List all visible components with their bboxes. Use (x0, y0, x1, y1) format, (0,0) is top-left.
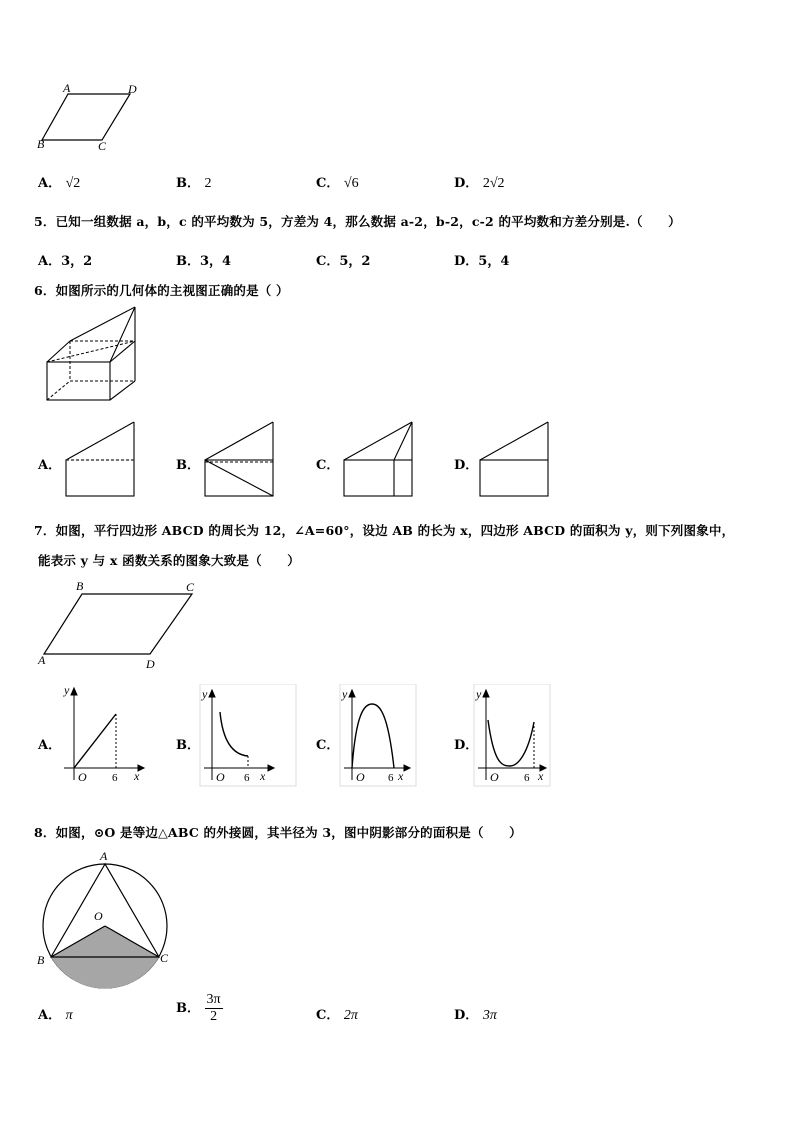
q7-option-a-label[interactable]: A． (38, 738, 62, 753)
option-letter: A． (38, 254, 62, 269)
q8-label-b: B (37, 953, 45, 967)
option-value: 5，4 (478, 254, 510, 269)
q4-label-a: A (63, 81, 71, 95)
q8-stem: 8．如图，⊙O 是等边△ABC 的外接圆，其半径为 3，图中阴影部分的面积是（ ） (34, 825, 522, 840)
q6-option-d-label[interactable]: D． (454, 458, 479, 473)
q5-option-b[interactable] (176, 250, 231, 269)
graph-x-label: x (260, 769, 266, 783)
graph-y-label: y (202, 687, 208, 701)
option-value: 2√2 (482, 176, 505, 191)
q7-graph-b[interactable] (198, 684, 298, 788)
q8-option-c[interactable] (316, 1004, 358, 1024)
q6-option-a-label[interactable]: A． (38, 458, 62, 473)
q6-option-b-label[interactable]: B． (176, 458, 200, 473)
q5-option-c[interactable] (316, 250, 370, 269)
option-letter: C． (316, 1008, 340, 1023)
q7-graph-d[interactable] (472, 684, 552, 788)
q7-label-c: C (186, 580, 195, 594)
q8-option-a[interactable] (38, 1004, 73, 1024)
fraction-denominator: 2 (210, 1009, 218, 1024)
option-letter: B． (176, 176, 200, 191)
q7-label-d: D (146, 657, 155, 671)
q7-option-c-label[interactable]: C． (316, 738, 340, 753)
q7-stem-line2: 能表示 y 与 x 函数关系的图象大致是（ ） (38, 553, 300, 568)
q7-graph-a[interactable] (60, 684, 148, 788)
q7-stem-line1: 7．如图，平行四边形 ABCD 的周长为 12，∠A=60°，设边 AB 的长为 x，四边形 ABCD 的面积为 y，则下列图象中， (34, 523, 735, 538)
graph-six-label: 6 (524, 772, 530, 784)
graph-origin-label: O (356, 770, 365, 784)
q4-option-a[interactable] (38, 172, 80, 192)
graph-six-label: 6 (244, 772, 250, 784)
q6-solid-figure (40, 304, 150, 404)
option-letter: D． (454, 176, 479, 191)
q5-stem: 5．已知一组数据 a，b，c 的平均数为 5，方差为 4，那么数据 a-2，b-2，c-2 的平均数和方差分别是.（ ） (34, 214, 681, 229)
q4-label-d: D (128, 82, 137, 96)
option-letter: D． (454, 254, 479, 269)
graph-origin-label: O (78, 770, 87, 784)
graph-y-label: y (476, 687, 482, 701)
q8-label-a: A (100, 849, 108, 863)
fraction-numerator: 3π (206, 992, 221, 1007)
q8-option-d[interactable] (454, 1004, 497, 1024)
option-value: √6 (343, 176, 359, 191)
graph-y-label: y (342, 687, 348, 701)
option-value: π (65, 1008, 73, 1023)
q7-parallelogram-figure (36, 578, 204, 672)
q4-label-b: B (37, 137, 45, 151)
q7-label-b: B (76, 579, 84, 593)
q6-stem: 6．如图所示的几何体的主视图正确的是（ ） (34, 283, 289, 298)
q6-option-a-view[interactable] (64, 420, 138, 500)
option-value: 3π (482, 1008, 497, 1023)
option-letter: A． (38, 176, 62, 191)
graph-origin-label: O (490, 770, 499, 784)
q6-option-b-view[interactable] (203, 420, 277, 500)
q8-option-b[interactable] (176, 992, 223, 1025)
option-letter: C． (316, 176, 340, 191)
option-letter: D． (454, 1008, 479, 1023)
q6-option-c-label[interactable]: C． (316, 458, 340, 473)
q4-option-b[interactable] (176, 172, 212, 192)
option-letter: B． (176, 1001, 200, 1016)
graph-x-label: x (398, 769, 404, 783)
graph-y-label: y (64, 684, 70, 697)
q7-option-d-label[interactable]: D． (454, 738, 479, 753)
option-value: 2 (204, 176, 212, 191)
q5-option-d[interactable] (454, 250, 509, 269)
q6-option-c-view[interactable] (342, 420, 416, 500)
option-value: 3，4 (200, 254, 232, 269)
option-value: 3，2 (61, 254, 93, 269)
option-letter: C． (316, 254, 340, 269)
option-value: 5，2 (339, 254, 371, 269)
option-fraction (205, 992, 223, 1025)
q4-label-c: C (98, 139, 107, 152)
q4-option-d[interactable] (454, 172, 505, 192)
option-letter: B． (176, 254, 200, 269)
option-value: √2 (65, 176, 81, 191)
option-letter: A． (38, 1008, 62, 1023)
graph-origin-label: O (216, 770, 225, 784)
option-value: 2π (343, 1008, 358, 1023)
graph-six-label: 6 (112, 772, 118, 784)
q4-parallelogram-figure (34, 80, 144, 152)
q8-label-o: O (94, 909, 103, 923)
q8-label-c: C (160, 951, 169, 965)
q7-option-b-label[interactable]: B． (176, 738, 200, 753)
graph-x-label: x (134, 769, 140, 783)
q5-option-a[interactable] (38, 250, 92, 269)
graph-six-label: 6 (388, 772, 394, 784)
q4-option-c[interactable] (316, 172, 359, 192)
q6-option-d-view[interactable] (478, 420, 552, 500)
q7-graph-c[interactable] (338, 684, 418, 788)
graph-x-label: x (538, 769, 544, 783)
q7-label-a: A (38, 653, 46, 667)
q8-circle-figure (34, 846, 176, 992)
